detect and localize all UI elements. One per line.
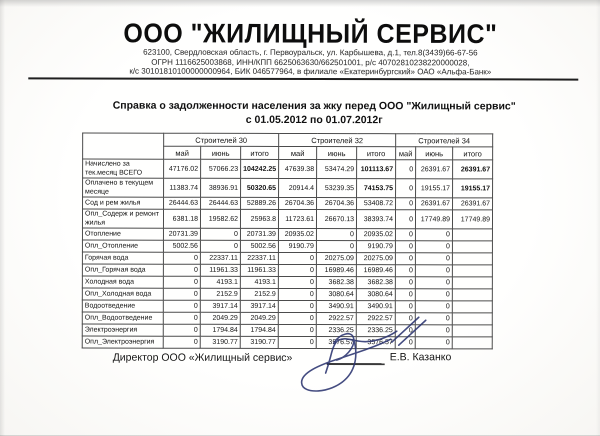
month-header: июнь bbox=[201, 146, 241, 159]
value-cell: 26444.63 bbox=[201, 197, 241, 209]
month-header: май bbox=[164, 146, 201, 159]
value-cell: 0 bbox=[395, 301, 415, 313]
table-row bbox=[82, 209, 492, 229]
value-cell: 0 bbox=[316, 241, 356, 253]
row-label: Опл_Водоотведение bbox=[82, 312, 163, 324]
value-cell: 0 bbox=[163, 324, 200, 336]
value-cell: 19155.17 bbox=[453, 179, 493, 198]
value-cell: 0 bbox=[395, 253, 415, 265]
value-cell: 11961.33 bbox=[240, 264, 278, 276]
value-cell bbox=[452, 229, 492, 241]
value-cell: 26391.67 bbox=[416, 198, 453, 210]
value-cell: 20275.09 bbox=[316, 253, 356, 265]
value-cell: 20914.4 bbox=[279, 178, 317, 197]
value-cell: 0 bbox=[395, 265, 415, 277]
company-name: ООО "ЖИЛИЩНЫЙ СЕРВИС" bbox=[123, 18, 498, 50]
month-header: май bbox=[279, 146, 317, 159]
value-cell: 5002.56 bbox=[240, 240, 278, 252]
value-cell: 53408.72 bbox=[357, 198, 396, 210]
row-label: Электроэнергия bbox=[82, 324, 163, 336]
company-address-line2: ОГРН 1116625003868, ИНН/КПП 6625063630/662501001, р/с 40702810238220000028, bbox=[151, 57, 470, 67]
value-cell: 0 bbox=[415, 253, 452, 265]
signature-scribble bbox=[293, 315, 445, 403]
value-cell: 2152.9 bbox=[200, 288, 240, 300]
value-cell: 11723.61 bbox=[278, 209, 316, 228]
value-cell: 3576.57 bbox=[356, 337, 395, 349]
value-cell: 0 bbox=[395, 313, 415, 325]
value-cell: 20935.02 bbox=[278, 228, 316, 240]
value-cell: 47176.02 bbox=[164, 159, 201, 178]
value-cell: 26704.36 bbox=[279, 197, 317, 209]
value-cell: 17749.89 bbox=[415, 210, 452, 229]
value-cell: 0 bbox=[278, 324, 316, 336]
value-cell: 11961.33 bbox=[200, 264, 240, 276]
value-cell: 2152.9 bbox=[240, 288, 278, 300]
value-cell: 57066.23 bbox=[201, 159, 241, 178]
table-row bbox=[82, 252, 492, 265]
value-cell: 0 bbox=[396, 160, 416, 179]
table-row bbox=[83, 178, 493, 198]
table-row bbox=[83, 159, 493, 179]
table-row bbox=[82, 264, 492, 277]
table-row bbox=[82, 300, 492, 313]
director-name: Е.В. Казанко bbox=[389, 351, 452, 364]
value-cell: 0 bbox=[395, 210, 415, 229]
row-label: Отопление bbox=[82, 228, 163, 240]
value-cell: 4193.1 bbox=[240, 276, 278, 288]
value-cell: 2049.29 bbox=[200, 312, 240, 324]
value-cell: 0 bbox=[415, 337, 452, 349]
value-cell bbox=[452, 301, 492, 313]
header-divider bbox=[28, 77, 578, 80]
value-cell: 26391.67 bbox=[453, 198, 493, 210]
value-cell: 0 bbox=[278, 264, 316, 276]
value-cell: 50320.65 bbox=[241, 178, 279, 197]
table-row bbox=[83, 197, 493, 210]
value-cell: 0 bbox=[163, 288, 200, 300]
value-cell bbox=[452, 313, 492, 325]
value-cell: 5002.56 bbox=[163, 240, 200, 252]
value-cell: 53474.29 bbox=[317, 160, 357, 179]
value-cell: 20731.39 bbox=[240, 228, 278, 240]
month-header: итого bbox=[453, 147, 493, 160]
value-cell: 0 bbox=[200, 240, 240, 252]
row-label: Начислено за тек.месяц ВСЕГО bbox=[83, 159, 164, 178]
value-cell: 16989.46 bbox=[316, 265, 356, 277]
value-cell: 47639.38 bbox=[279, 159, 317, 178]
month-header: итого bbox=[241, 146, 279, 159]
value-cell: 0 bbox=[395, 277, 415, 289]
value-cell: 0 bbox=[395, 241, 415, 253]
value-cell: 0 bbox=[396, 179, 416, 198]
value-cell: 16989.46 bbox=[356, 265, 395, 277]
row-label: Опл_Горячая вода bbox=[82, 264, 163, 276]
value-cell: 3490.91 bbox=[316, 301, 356, 313]
document-title-line2: с 01.05.2012 по 01.07.2012г bbox=[245, 113, 383, 127]
value-cell: 20731.39 bbox=[163, 228, 200, 240]
row-label: Опл_Электроэнергия bbox=[82, 336, 163, 348]
value-cell: 0 bbox=[278, 252, 316, 264]
value-cell: 0 bbox=[415, 277, 452, 289]
value-cell: 3490.91 bbox=[356, 301, 395, 313]
value-cell: 3080.64 bbox=[316, 289, 356, 301]
value-cell bbox=[452, 265, 492, 277]
value-cell bbox=[452, 241, 492, 253]
value-cell: 22337.11 bbox=[240, 252, 278, 264]
value-cell: 9190.79 bbox=[278, 240, 316, 252]
value-cell: 52889.26 bbox=[241, 197, 279, 209]
value-cell: 25963.8 bbox=[240, 209, 278, 228]
value-cell: 0 bbox=[415, 265, 452, 277]
group-header: Строителей 32 bbox=[279, 133, 396, 146]
table-row bbox=[82, 240, 492, 253]
document-title bbox=[14, 98, 600, 127]
row-label: Водоотведение bbox=[82, 300, 163, 312]
value-cell: 2922.57 bbox=[316, 313, 356, 325]
value-cell: 22337.11 bbox=[200, 252, 240, 264]
value-cell: 0 bbox=[395, 325, 415, 337]
value-cell: 0 bbox=[200, 228, 240, 240]
value-cell: 0 bbox=[395, 337, 415, 349]
value-cell: 26444.63 bbox=[164, 197, 201, 209]
value-cell bbox=[452, 277, 492, 289]
company-header bbox=[10, 20, 600, 77]
value-cell: 38393.74 bbox=[356, 210, 395, 229]
corner-cell bbox=[83, 133, 164, 159]
value-cell bbox=[452, 325, 492, 337]
value-cell: 104242.25 bbox=[241, 159, 279, 178]
row-label: Сод и рем жилья bbox=[83, 197, 164, 209]
row-label: Опл_Содерж и ремонт жилья bbox=[82, 209, 163, 228]
value-cell: 0 bbox=[415, 289, 452, 301]
row-label: Оплачено в текущем месяце bbox=[83, 178, 164, 197]
value-cell: 0 bbox=[278, 336, 316, 348]
group-header: Строителей 34 bbox=[396, 134, 493, 147]
value-cell: 0 bbox=[395, 229, 415, 241]
month-header: июнь bbox=[317, 147, 357, 160]
value-cell: 3190.77 bbox=[200, 336, 240, 348]
company-address-line3: к/с 30101810100000000964, БИК 046577964, в филиале «Екатеринбургский» ОАО «Альфа-Банк» bbox=[129, 66, 492, 77]
value-cell: 9190.79 bbox=[356, 241, 395, 253]
value-cell: 0 bbox=[163, 252, 200, 264]
value-cell: 26704.36 bbox=[317, 198, 357, 210]
document-title-line1: Справка о задолженности населения за жку перед ООО "Жилищный сервис" bbox=[112, 99, 516, 113]
value-cell: 53239.35 bbox=[317, 179, 357, 198]
value-cell: 0 bbox=[163, 276, 200, 288]
value-cell: 0 bbox=[415, 241, 452, 253]
month-header: итого bbox=[357, 147, 396, 160]
value-cell: 3190.77 bbox=[240, 336, 278, 348]
value-cell: 74153.75 bbox=[357, 179, 396, 198]
value-cell bbox=[452, 289, 492, 301]
value-cell: 0 bbox=[278, 276, 316, 288]
group-header: Строителей 30 bbox=[164, 133, 279, 146]
company-address-line1: 623100, Свердловская область, г. Первоуральск, ул. Карбышева, д.1, тел.8(3439)66-67-56 bbox=[143, 47, 478, 58]
month-header: июнь bbox=[416, 147, 453, 160]
month-header: май bbox=[396, 147, 416, 160]
value-cell: 0 bbox=[278, 288, 316, 300]
value-cell: 0 bbox=[163, 264, 200, 276]
value-cell: 3917.14 bbox=[240, 300, 278, 312]
value-cell: 3917.14 bbox=[200, 300, 240, 312]
value-cell: 19155.17 bbox=[416, 179, 453, 198]
value-cell: 11383.74 bbox=[164, 178, 201, 197]
value-cell: 1794.84 bbox=[200, 324, 240, 336]
value-cell: 20935.02 bbox=[356, 229, 395, 241]
value-cell: 0 bbox=[395, 289, 415, 301]
value-cell: 2922.57 bbox=[356, 313, 395, 325]
value-cell: 3080.64 bbox=[356, 289, 395, 301]
value-cell: 0 bbox=[278, 300, 316, 312]
value-cell: 0 bbox=[163, 312, 200, 324]
table-row bbox=[82, 228, 492, 241]
value-cell: 4193.1 bbox=[200, 276, 240, 288]
value-cell: 0 bbox=[415, 325, 452, 337]
table-row bbox=[82, 276, 492, 289]
value-cell: 0 bbox=[415, 229, 452, 241]
value-cell: 101113.67 bbox=[357, 160, 396, 179]
row-label: Холодная вода bbox=[82, 276, 163, 288]
table-row bbox=[82, 288, 492, 301]
value-cell: 2336.25 bbox=[356, 325, 395, 337]
value-cell: 0 bbox=[163, 300, 200, 312]
value-cell: 2336.25 bbox=[316, 325, 356, 337]
value-cell: 3576.57 bbox=[316, 337, 356, 349]
value-cell: 0 bbox=[163, 336, 200, 348]
value-cell: 17749.89 bbox=[452, 210, 492, 229]
value-cell bbox=[452, 337, 492, 349]
director-label: Директор ООО «Жилищный сервис» bbox=[112, 351, 293, 364]
value-cell: 3682.38 bbox=[316, 277, 356, 289]
value-cell: 6381.18 bbox=[163, 209, 200, 228]
value-cell: 0 bbox=[396, 198, 416, 210]
value-cell: 0 bbox=[415, 313, 452, 325]
value-cell: 0 bbox=[278, 312, 316, 324]
value-cell: 20275.09 bbox=[356, 253, 395, 265]
value-cell: 0 bbox=[316, 229, 356, 241]
value-cell bbox=[452, 253, 492, 265]
value-cell: 26670.13 bbox=[316, 210, 356, 229]
row-label: Опл_Холодная вода bbox=[82, 288, 163, 300]
value-cell: 3682.38 bbox=[356, 277, 395, 289]
value-cell: 2049.29 bbox=[240, 312, 278, 324]
row-label: Горячая вода bbox=[82, 252, 163, 264]
value-cell: 26391.67 bbox=[453, 160, 493, 179]
value-cell: 26391.67 bbox=[416, 160, 453, 179]
value-cell: 19582.62 bbox=[200, 209, 240, 228]
value-cell: 38936.91 bbox=[201, 178, 241, 197]
value-cell: 0 bbox=[415, 301, 452, 313]
row-label: Опл_Отопление bbox=[82, 240, 163, 252]
value-cell: 1794.84 bbox=[240, 324, 278, 336]
